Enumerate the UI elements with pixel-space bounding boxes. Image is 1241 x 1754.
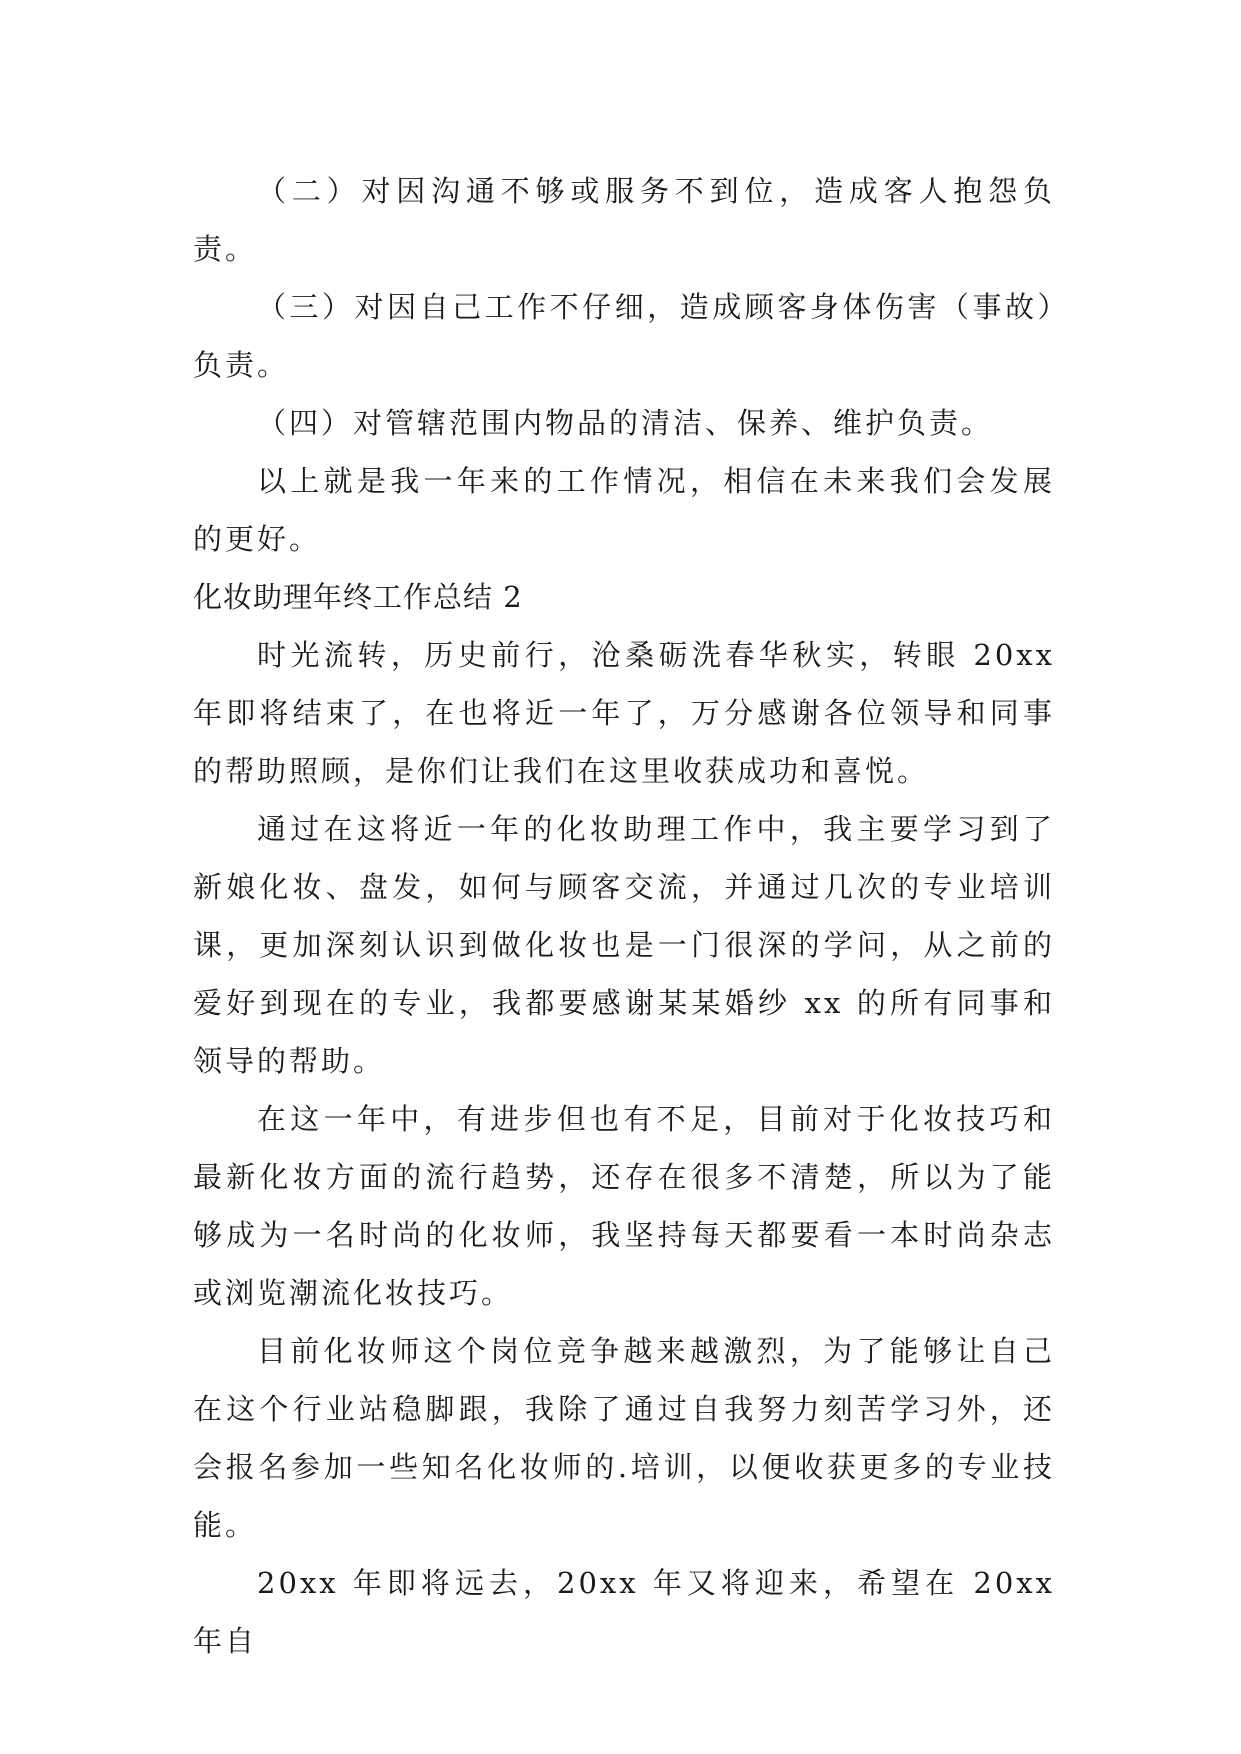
document-body bbox=[193, 162, 1055, 1670]
paragraph-conclusion: 以上就是我一年来的工作情况，相信在未来我们会发展的更好。 bbox=[193, 464, 1055, 556]
paragraph-learning: 通过在这将近一年的化妆助理工作中，我主要学习到了新娘化妆、盘发，如何与顾客交流，并通过几次的专业培训课，更加深刻认识到做化妆也是一门很深的学问，从之前的爱好到现在的专业，我都要感谢某某婚纱 xx 的所有同事和领导的帮助。 bbox=[193, 812, 1055, 1078]
section-heading: 化妆助理年终工作总结 2 bbox=[193, 580, 523, 614]
paragraph-competition: 目前化妆师这个岗位竞争越来越激烈，为了能够让自己在这个行业站稳脚跟，我除了通过自我努力刻苦学习外，还会报名参加一些知名化妆师的.培训，以便收获更多的专业技能。 bbox=[193, 1334, 1055, 1542]
paragraph-outlook: 20xx 年即将远去，20xx 年又将迎来，希望在 20xx 年自 bbox=[193, 1566, 1055, 1658]
paragraph-responsibility-4: （四）对管辖范围内物品的清洁、保养、维护负责。 bbox=[257, 406, 994, 440]
paragraph-shortcomings: 在这一年中，有进步但也有不足，目前对于化妆技巧和最新化妆方面的流行趋势，还存在很多不清楚，所以为了能够成为一名时尚的化妆师，我坚持每天都要看一本时尚杂志或浏览潮流化妆技巧。 bbox=[193, 1102, 1055, 1310]
paragraph-responsibility-3: （三）对因自己工作不仔细，造成顾客身体伤害（事故）负责。 bbox=[193, 290, 1055, 382]
paragraph-responsibility-2: （二）对因沟通不够或服务不到位，造成客人抱怨负责。 bbox=[193, 174, 1055, 266]
paragraph-intro: 时光流转，历史前行，沧桑砺洗春华秋实，转眼 20xx 年即将结束了，在也将近一年了，万分感谢各位领导和同事的帮助照顾，是你们让我们在这里收获成功和喜悦。 bbox=[193, 638, 1055, 788]
